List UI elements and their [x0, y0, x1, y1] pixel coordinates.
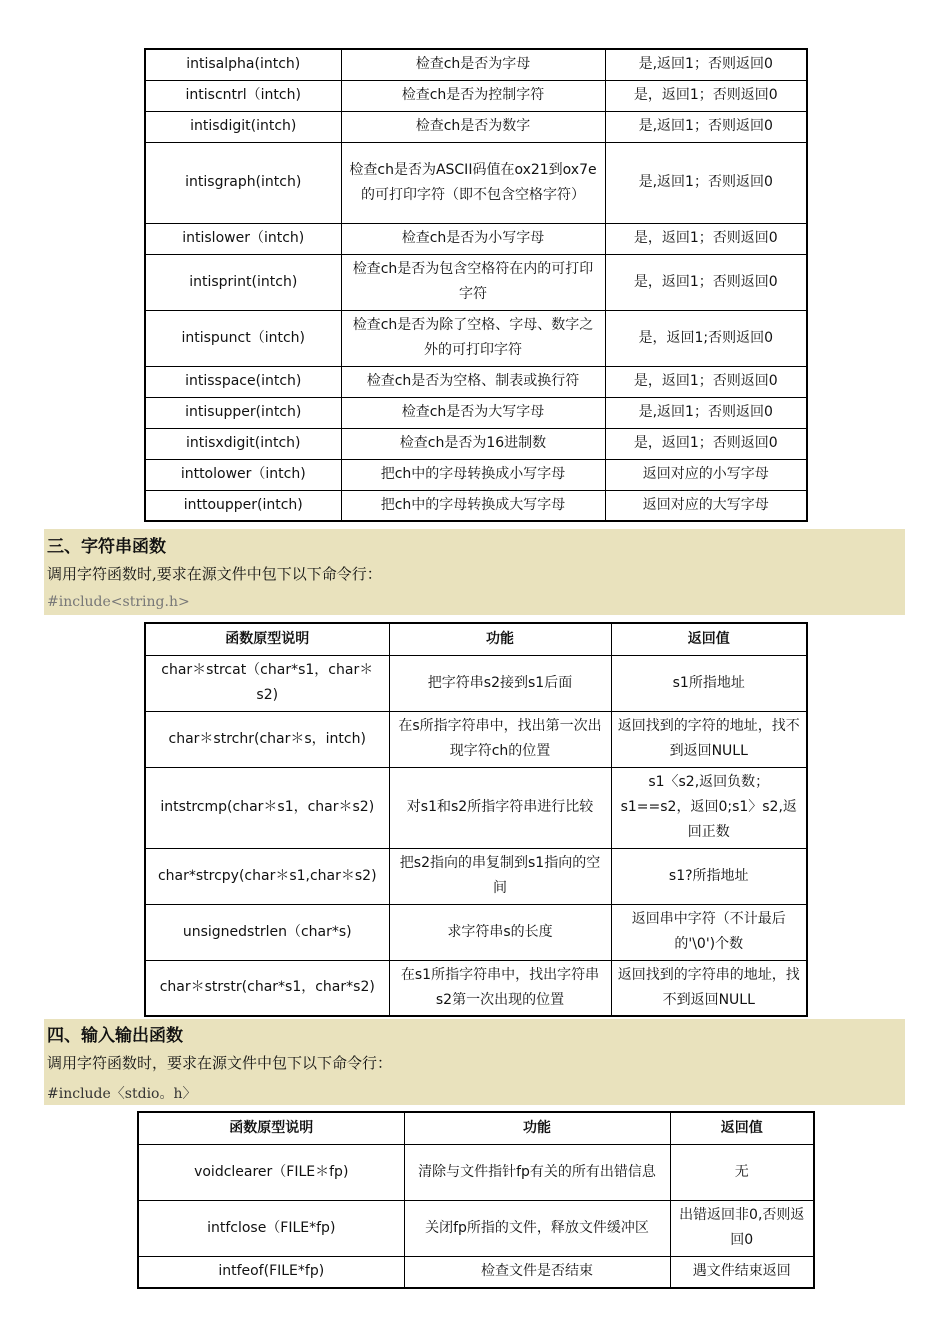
table-row [145, 767, 807, 848]
return-value-cell: s1?所指地址 [611, 848, 807, 904]
function-prototype-cell: char＊strcat（char*s1，char＊s2) [145, 655, 389, 711]
return-value-cell: s1所指地址 [611, 655, 807, 711]
table-row [145, 254, 807, 310]
function-description-cell: 检查ch是否为数字 [341, 111, 605, 142]
function-description-cell: 在s1所指字符串中，找出字符串s2第一次出现的位置 [389, 960, 611, 1016]
return-value-cell: 是,返回1；否则返回0 [605, 111, 807, 142]
column-header-return: 返回值 [670, 1112, 814, 1144]
return-value-cell: 返回找到的字符串的地址，找不到返回NULL [611, 960, 807, 1016]
return-value-cell: 返回对应的大写字母 [605, 490, 807, 521]
table-row [138, 1144, 814, 1200]
table-row [145, 80, 807, 111]
string-function-table [144, 622, 808, 1017]
return-value-cell: 是,返回1；否则返回0 [605, 397, 807, 428]
function-description-cell: 检查ch是否为ASCII码值在ox21到ox7e的可打印字符（即不包含空格字符） [341, 142, 605, 223]
function-prototype-cell: intfeof(FILE*fp) [138, 1256, 404, 1288]
return-value-cell: 是,返回1；否则返回0 [605, 142, 807, 223]
function-description-cell: 对s1和s2所指字符串进行比较 [389, 767, 611, 848]
table-row [145, 366, 807, 397]
section-description: 调用字符函数时，要求在源文件中包下以下命令行： [47, 1054, 393, 1072]
return-value-cell: 返回串中字符（不计最后的'\0')个数 [611, 904, 807, 960]
function-prototype-cell: inttolower（intch) [145, 459, 341, 490]
function-prototype-cell: intisupper(intch) [145, 397, 341, 428]
return-value-cell: 返回对应的小写字母 [605, 459, 807, 490]
section-heading: 四、输入输出函数 [47, 1026, 183, 1046]
function-description-cell: 把ch中的字母转换成大写字母 [341, 490, 605, 521]
function-description-cell: 检查ch是否为字母 [341, 49, 605, 80]
include-directive: #include<string.h> [47, 594, 190, 610]
table-row [145, 960, 807, 1016]
string-table-body [145, 655, 807, 1016]
function-description-cell: 清除与文件指针fp有关的所有出错信息 [404, 1144, 670, 1200]
return-value-cell: 是,返回1；否则返回0 [605, 49, 807, 80]
table-row [145, 904, 807, 960]
column-header-function: 功能 [389, 623, 611, 655]
return-value-cell: 出错返回非0,否则返回0 [670, 1200, 814, 1256]
function-prototype-cell: voidclearer（FILE＊fp) [138, 1144, 404, 1200]
return-value-cell: s1〈s2,返回负数；s1==s2，返回0;s1〉s2,返回正数 [611, 767, 807, 848]
function-prototype-cell: intisspace(intch) [145, 366, 341, 397]
function-description-cell: 在s所指字符串中，找出第一次出现字符ch的位置 [389, 711, 611, 767]
return-value-cell: 无 [670, 1144, 814, 1200]
function-description-cell: 检查文件是否结束 [404, 1256, 670, 1288]
table-row [145, 223, 807, 254]
function-description-cell: 把ch中的字母转换成小写字母 [341, 459, 605, 490]
table-row [138, 1200, 814, 1256]
function-prototype-cell: char＊strstr(char*s1，char*s2) [145, 960, 389, 1016]
function-description-cell: 检查ch是否为16进制数 [341, 428, 605, 459]
table-row [145, 711, 807, 767]
function-prototype-cell: char*strcpy(char＊s1,char＊s2) [145, 848, 389, 904]
column-header-function: 功能 [404, 1112, 670, 1144]
table-row [145, 142, 807, 223]
function-prototype-cell: intisprint(intch) [145, 254, 341, 310]
function-description-cell: 检查ch是否为空格、制表或换行符 [341, 366, 605, 397]
function-prototype-cell: intisxdigit(intch) [145, 428, 341, 459]
table-row [145, 49, 807, 80]
table-row [138, 1256, 814, 1288]
section-heading: 三、字符串函数 [47, 537, 166, 557]
header-row [145, 623, 807, 655]
function-description-cell: 检查ch是否为除了空格、字母、数字之外的可打印字符 [341, 310, 605, 366]
table-row [145, 490, 807, 521]
table-row [145, 848, 807, 904]
function-description-cell: 检查ch是否为大写字母 [341, 397, 605, 428]
return-value-cell: 返回找到的字符的地址，找不到返回NULL [611, 711, 807, 767]
table-row [145, 310, 807, 366]
return-value-cell: 是，返回1；否则返回0 [605, 254, 807, 310]
column-header-return: 返回值 [611, 623, 807, 655]
io-function-table [137, 1111, 815, 1289]
table-header [145, 623, 807, 655]
column-header-prototype: 函数原型说明 [138, 1112, 404, 1144]
function-description-cell: 关闭fp所指的文件，释放文件缓冲区 [404, 1200, 670, 1256]
return-value-cell: 是，返回1；否则返回0 [605, 428, 807, 459]
include-directive: #include〈stdio。h〉 [47, 1086, 197, 1102]
ctype-function-table [144, 48, 808, 522]
section-description: 调用字符函数时,要求在源文件中包下以下命令行： [47, 565, 382, 583]
function-prototype-cell: intstrcmp(char＊s1，char＊s2) [145, 767, 389, 848]
function-prototype-cell: intisalpha(intch) [145, 49, 341, 80]
section-string-functions-band [44, 529, 905, 615]
function-prototype-cell: intisgraph(intch) [145, 142, 341, 223]
table-row [145, 655, 807, 711]
function-prototype-cell: intfclose（FILE*fp) [138, 1200, 404, 1256]
function-description-cell: 求字符串s的长度 [389, 904, 611, 960]
table-row [145, 397, 807, 428]
function-description-cell: 把s2指向的串复制到s1指向的空间 [389, 848, 611, 904]
return-value-cell: 是，返回1；否则返回0 [605, 80, 807, 111]
header-row [138, 1112, 814, 1144]
return-value-cell: 遇文件结束返回 [670, 1256, 814, 1288]
function-prototype-cell: intiscntrl（intch) [145, 80, 341, 111]
return-value-cell: 是，返回1；否则返回0 [605, 366, 807, 397]
function-prototype-cell: unsignedstrlen（char*s) [145, 904, 389, 960]
column-header-prototype: 函数原型说明 [145, 623, 389, 655]
function-prototype-cell: intisdigit(intch) [145, 111, 341, 142]
function-description-cell: 检查ch是否为控制字符 [341, 80, 605, 111]
ctype-table-body [145, 49, 807, 521]
return-value-cell: 是，返回1；否则返回0 [605, 223, 807, 254]
function-prototype-cell: intispunct（intch) [145, 310, 341, 366]
function-prototype-cell: char＊strchr(char＊s，intch) [145, 711, 389, 767]
table-row [145, 111, 807, 142]
return-value-cell: 是，返回1;否则返回0 [605, 310, 807, 366]
function-description-cell: 把字符串s2接到s1后面 [389, 655, 611, 711]
io-table-body [138, 1144, 814, 1288]
section-io-functions-band [44, 1019, 905, 1105]
table-header [138, 1112, 814, 1144]
function-description-cell: 检查ch是否为包含空格符在内的可打印字符 [341, 254, 605, 310]
function-prototype-cell: intislower（intch) [145, 223, 341, 254]
function-prototype-cell: inttoupper(intch) [145, 490, 341, 521]
table-row [145, 459, 807, 490]
function-description-cell: 检查ch是否为小写字母 [341, 223, 605, 254]
table-row [145, 428, 807, 459]
